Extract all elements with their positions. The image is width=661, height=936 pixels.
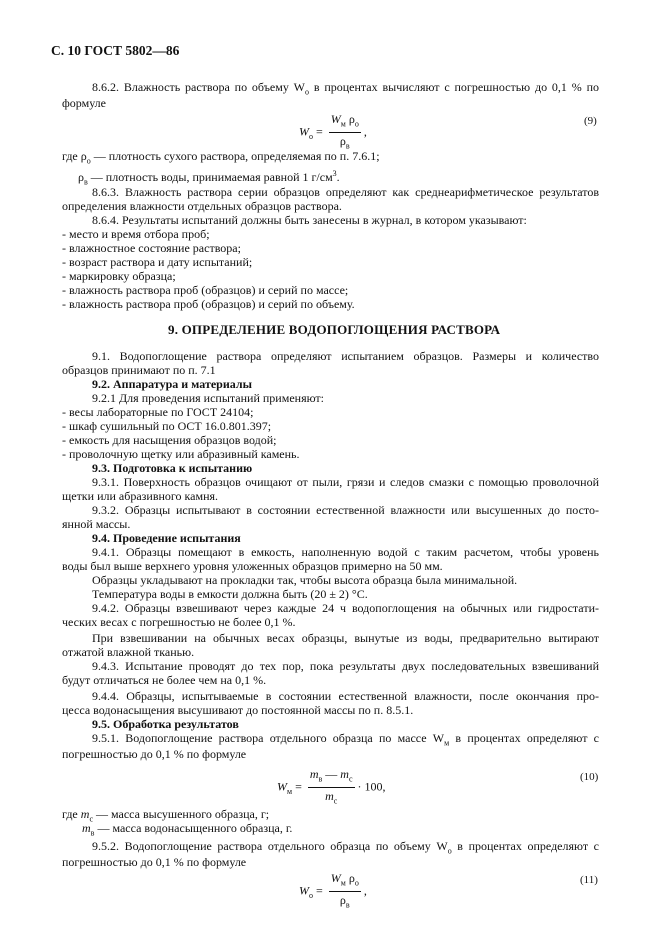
list-item: - проволочную щетку или абразивный камень. — [62, 447, 300, 461]
paragraph-8-6-4-line-1: 8.6.4. Результаты испытаний должны быть занесены в журнал, в котором указывают: — [92, 213, 527, 227]
list-item: - влажность раствора проб (образцов) и серий по объему. — [62, 297, 355, 311]
list-item: - возраст раствора и дату испытаний; — [62, 255, 253, 269]
equation-9: $W_о$ = $\frac{W_м \rho_о}{\rho_в}$ , — [299, 112, 367, 154]
paragraph-9-3-1-line-1: 9.3.1. Поверхность образцов очищают от пыли, грязи и следов смазки с помощью проволочной — [92, 475, 599, 489]
paragraph-9-1-line-2: образцов принимают по п. 7.1 — [62, 363, 216, 377]
paragraph-9-4-2-line-1: 9.4.2. Образцы взвешивают через каждые 24 ч водопоглощения на обычных или гидростати- — [92, 601, 599, 615]
equation-10: $W_м$ = $\frac{m_в — m_с}{m_с}$ · 100, — [277, 767, 386, 809]
list-item: - место и время отбора проб; — [62, 227, 210, 241]
where-10-line-1: где $m_с$ — масса высушенного образца, г; — [62, 807, 270, 824]
list-item: - шкаф сушильный по ОСТ 16.0.801.397; — [62, 419, 272, 433]
page-header: С. 10 ГОСТ 5802—86 — [51, 43, 180, 58]
paragraph-8-6-2-line-1: 8.6.2. Влажность раствора по объему $W_о$ в процентах вычисляют с погрешностью до 0,1 % по — [92, 80, 599, 97]
paragraph-9-5-1-line-1: 9.5.1. Водопоглощение раствора отдельного образца по массе $W_м$ в процентах определяют с — [92, 731, 599, 748]
paragraph-9-5-2-line-2: погрешностью до 0,1 % по формуле — [62, 855, 247, 869]
paragraph-9-4-1-line-3: Образцы укладывают на прокладки так, чтобы высота образца была минимальной. — [92, 573, 518, 587]
paragraph-9-4-3-line-1: 9.4.3. Испытание проводят до тех пор, пока результаты двух последовательных взвешиваний — [92, 659, 599, 673]
list-item: - емкость для насыщения образцов водой; — [62, 433, 277, 447]
list-item: - влажность раствора проб (образцов) и серий по массе; — [62, 283, 349, 297]
paragraph-8-6-3-line-2: определения влажности отдельных образцов раствора. — [62, 199, 342, 213]
paragraph-9-4-3-line-2: будут отличаться не более чем на 0,1 %. — [62, 673, 267, 687]
paragraph-9-2-1-line-1: 9.2.1 Для проведения испытаний применяют: — [92, 391, 324, 405]
paragraph-9-4-1-line-2: воды был выше верхнего уровня уложенных образцов примерно на 50 мм. — [62, 559, 443, 573]
equation-11: $W_о$ = $\frac{W_м \rho_о}{\rho_в}$ , — [299, 871, 367, 913]
equation-11-fraction: $\frac{W_м \rho_о}{\rho_в}$ — [330, 871, 359, 910]
list-item: - маркировку образца; — [62, 269, 176, 283]
paragraph-8-6-2-line-2: формуле — [62, 96, 106, 110]
equation-9-fraction: $\frac{W_м \rho_о}{\rho_в}$ — [330, 112, 359, 151]
paragraph-9-3-2-line-2: янной массы. — [62, 517, 131, 531]
section-9-heading: 9. ОПРЕДЕЛЕНИЕ ВОДОПОГЛОЩЕНИЯ РАСТВОРА — [168, 322, 501, 337]
paragraph-9-4-2-line-2: ческих весах с погрешностью не более 0,1 %. — [62, 615, 296, 629]
list-item: - влажностное состояние раствора; — [62, 241, 241, 255]
equation-10-fraction: $\frac{m_в — m_с}{m_с}$ — [309, 767, 353, 806]
paragraph-9-1-line-1: 9.1. Водопоглощение раствора определяют испытанием образцов. Размеры и количество — [92, 349, 599, 363]
where-9-line-1: где $\rho_о$ — плотность сухого раствора, определяемая по п. 7.6.1; — [62, 149, 380, 166]
subsection-9-4-heading: 9.4. Проведение испытания — [92, 531, 241, 545]
equation-11-number: (11) — [580, 874, 598, 886]
equation-10-number: (10) — [580, 771, 599, 783]
paragraph-9-5-1-line-2: погрешностью до 0,1 % по формуле — [62, 747, 247, 761]
paragraph-9-3-1-line-2: щетки или абразивного камня. — [62, 489, 219, 503]
paragraph-9-4-4-line-1: 9.4.4. Образцы, испытываемые в состоянии естественной влажности, после окончания про- — [92, 689, 599, 703]
where-9-line-2: $\rho_в$ — плотность воды, принимаемая равной 1 $г/см^3$. — [78, 169, 340, 187]
paragraph-9-3-2-line-1: 9.3.2. Образцы испытывают в состоянии естественной влажности или высушенных до посто- — [92, 503, 599, 517]
where-10-line-2: $m_в$ — масса водонасыщенного образца, г. — [82, 821, 293, 838]
paragraph-9-4-4-line-2: цесса водонасыщения высушивают до постоянной массы по п. 8.5.1. — [62, 703, 414, 717]
paragraph-8-6-3-line-1: 8.6.3. Влажность раствора серии образцов определяют как среднеарифметическое результатов — [92, 185, 599, 199]
paragraph-9-4-2-line-4: отжатой влажной тканью. — [62, 645, 195, 659]
subsection-9-3-heading: 9.3. Подготовка к испытанию — [92, 461, 253, 475]
paragraph-9-4-1-line-1: 9.4.1. Образцы помещают в емкость, наполненную водой с таким расчетом, чтобы уровень — [92, 545, 599, 559]
paragraph-9-4-2-line-3: При взвешивании на обычных весах образцы, вынутые из воды, предварительно вытирают — [92, 631, 599, 645]
paragraph-9-4-1-line-4: Температура воды в емкости должна быть (20 ± 2) °С. — [92, 587, 368, 601]
subsection-9-5-heading: 9.5. Обработка результатов — [92, 717, 239, 731]
equation-9-number: (9) — [584, 115, 597, 127]
paragraph-9-5-2-line-1: 9.5.2. Водопоглощение раствора отдельного образца по объему $W_о$ в процентах определяют с — [92, 839, 599, 856]
list-item: - весы лабораторные по ГОСТ 24104; — [62, 405, 254, 419]
subsection-9-2-heading: 9.2. Аппаратура и материалы — [92, 377, 252, 391]
